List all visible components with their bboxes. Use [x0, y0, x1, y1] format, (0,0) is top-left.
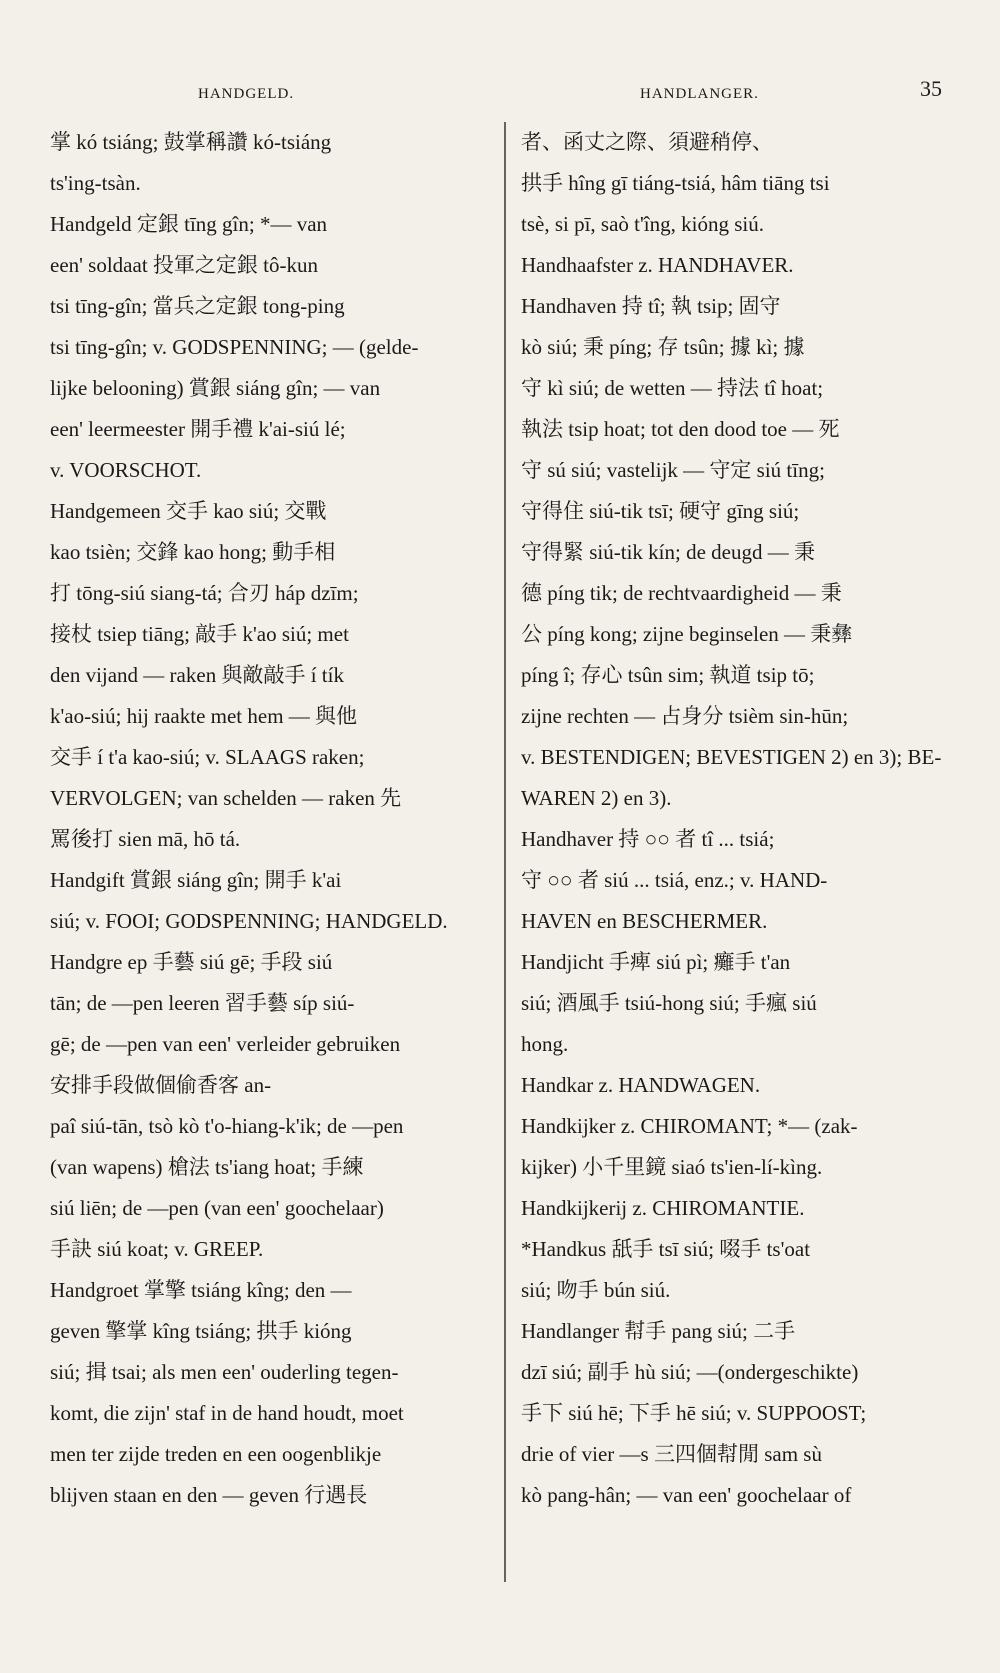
text-line: tsè, si pī, saò t'îng, kióng siú.	[521, 212, 764, 236]
text-line: 接杖 tsiep tiāng; 敲手 k'ao siú; met	[50, 622, 349, 646]
text-line: dzī siú; 副手 hù siú; —(ondergeschikte)	[521, 1360, 859, 1384]
text-line: Handkijkerij z. CHIROMANTIE.	[521, 1196, 805, 1220]
text-line: Handgroet 掌擎 tsiáng kîng; den —	[50, 1278, 352, 1302]
text-line: 罵後打 sien mā, hō tá.	[50, 827, 241, 851]
text-line: siú; 吻手 bún siú.	[521, 1278, 671, 1302]
text-line: 安排手段做個偷香客 an-	[50, 1073, 272, 1097]
text-line: den vijand — raken 與敵敲手 í tík	[50, 663, 344, 687]
text-line: Handgre ep 手藝 siú gē; 手段 siú	[50, 950, 333, 974]
text-line: 守得緊 siú-tik kín; de deugd — 秉	[521, 540, 815, 564]
text-line: v. BESTENDIGEN; BEVESTIGEN 2) en 3); BE-	[521, 745, 942, 769]
text-line: men ter zijde treden en een oogenblikje	[50, 1442, 382, 1466]
text-line: 手訣 siú koat; v. GREEP.	[50, 1237, 264, 1261]
text-line: 德 píng tik; de rechtvaardigheid — 秉	[521, 581, 842, 605]
text-line: Handhaafster z. HANDHAVER.	[521, 253, 794, 277]
text-line: komt, die zijn' staf in de hand houdt, moet	[50, 1401, 404, 1425]
column-divider	[504, 122, 506, 1582]
text-line: blijven staan en den — geven 行遇長	[50, 1483, 368, 1507]
text-line: geven 擎掌 kîng tsiáng; 拱手 kióng	[50, 1319, 352, 1343]
text-line: kò pang-hân; — van een' goochelaar of	[521, 1483, 852, 1507]
text-line: een' leermeester 開手禮 k'ai-siú lé;	[50, 417, 346, 441]
text-line: ts'ing-tsàn.	[50, 171, 141, 195]
text-line: paî siú-tān, tsò kò t'o-hiang-k'ik; de —pen	[50, 1114, 404, 1138]
text-line: 掌 kó tsiáng; 鼓掌稱讚 kó-tsiáng	[50, 130, 332, 154]
text-line: 交手 í t'a kao-siú; v. SLAAGS raken;	[50, 745, 365, 769]
text-line: een' soldaat 投軍之定銀 tô-kun	[50, 253, 318, 277]
text-line: 執法 tsip hoat; tot den dood toe — 死	[521, 417, 840, 441]
text-line: 者、函丈之際、須避稍停、	[521, 130, 773, 154]
text-line: siú; 酒風手 tsiú-hong siú; 手瘋 siú	[521, 991, 817, 1015]
text-line: tsi tīng-gîn; 當兵之定銀 tong-ping	[50, 294, 345, 318]
page-number: 35	[920, 76, 942, 101]
text-line: 守 kì siú; de wetten — 持法 tî hoat;	[521, 376, 824, 400]
text-line: 手下 siú hē; 下手 hē siú; v. SUPPOOST;	[521, 1401, 867, 1425]
text-line: kijker) 小千里鏡 siaó ts'ien-lí-kìng.	[521, 1155, 823, 1179]
text-line: Handhaven 持 tî; 執 tsip; 固守	[521, 294, 781, 318]
text-line: v. VOORSCHOT.	[50, 458, 202, 482]
text-line: *Handkus 舐手 tsī siú; 啜手 ts'oat	[521, 1237, 811, 1261]
text-line: kò siú; 秉 píng; 存 tsûn; 據 kì; 據	[521, 335, 805, 359]
text-line: Handjicht 手痺 siú pì; 癱手 t'an	[521, 950, 791, 974]
text-line: Handgemeen 交手 kao siú; 交戰	[50, 499, 327, 523]
text-line: lijke belooning) 賞銀 siáng gîn; — van	[50, 376, 381, 400]
text-line: HAVEN en BESCHERMER.	[521, 909, 768, 933]
text-line: drie of vier —s 三四個幇閒 sam sù	[521, 1442, 822, 1466]
text-line: píng î; 存心 tsûn sim; 執道 tsip tō;	[521, 663, 815, 687]
text-line: 守 sú siú; vastelijk — 守定 siú tīng;	[521, 458, 825, 482]
text-line: k'ao-siú; hij raakte met hem — 與他	[50, 704, 358, 728]
running-head-left: HANDGELD.	[198, 86, 295, 102]
text-line: WAREN 2) en 3).	[521, 786, 672, 810]
text-line: zijne rechten — 占身分 tsièm sin-hūn;	[521, 704, 849, 728]
text-line: Handhaver 持 ○○ 者 tî ... tsiá;	[521, 827, 775, 851]
text-line: VERVOLGEN; van schelden — raken 先	[50, 786, 402, 810]
text-line: 守得住 siú-tik tsī; 硬守 gīng siú;	[521, 499, 800, 523]
page-header	[50, 76, 950, 116]
text-line: hong.	[521, 1032, 569, 1056]
text-line: Handgift 賞銀 siáng gîn; 開手 k'ai	[50, 868, 342, 892]
left-column	[50, 122, 485, 1516]
text-line: siú; 揖 tsai; als men een' ouderling tegen-	[50, 1360, 399, 1384]
text-line: siú; v. FOOI; GODSPENNING; HANDGELD.	[50, 909, 448, 933]
running-head-right: HANDLANGER.	[640, 86, 759, 102]
right-column	[521, 122, 951, 1516]
text-line: gē; de —pen van een' verleider gebruiken	[50, 1032, 401, 1056]
text-line: Handkijker z. CHIROMANT; *— (zak-	[521, 1114, 858, 1138]
text-line: 公 píng kong; zijne beginselen — 秉彝	[521, 622, 853, 646]
text-line: 打 tōng-siú siang-tá; 合刃 háp dzīm;	[50, 581, 359, 605]
text-line: siú liēn; de —pen (van een' goochelaar)	[50, 1196, 384, 1220]
text-line: 拱手 hîng gī tiáng-tsiá, hâm tiāng tsi	[521, 171, 830, 195]
text-line: kao tsièn; 交鋒 kao hong; 動手相	[50, 540, 336, 564]
text-line: Handkar z. HANDWAGEN.	[521, 1073, 761, 1097]
text-line: tān; de —pen leeren 習手藝 síp siú-	[50, 991, 355, 1015]
text-line: (van wapens) 槍法 ts'iang hoat; 手練	[50, 1155, 364, 1179]
text-line: tsi tīng-gîn; v. GODSPENNING; — (gelde-	[50, 335, 419, 359]
text-line: Handlanger 幇手 pang siú; 二手	[521, 1319, 796, 1343]
text-line: 守 ○○ 者 siú ... tsiá, enz.; v. HAND-	[521, 868, 828, 892]
text-line: Handgeld 定銀 tīng gîn; *— van	[50, 212, 328, 236]
